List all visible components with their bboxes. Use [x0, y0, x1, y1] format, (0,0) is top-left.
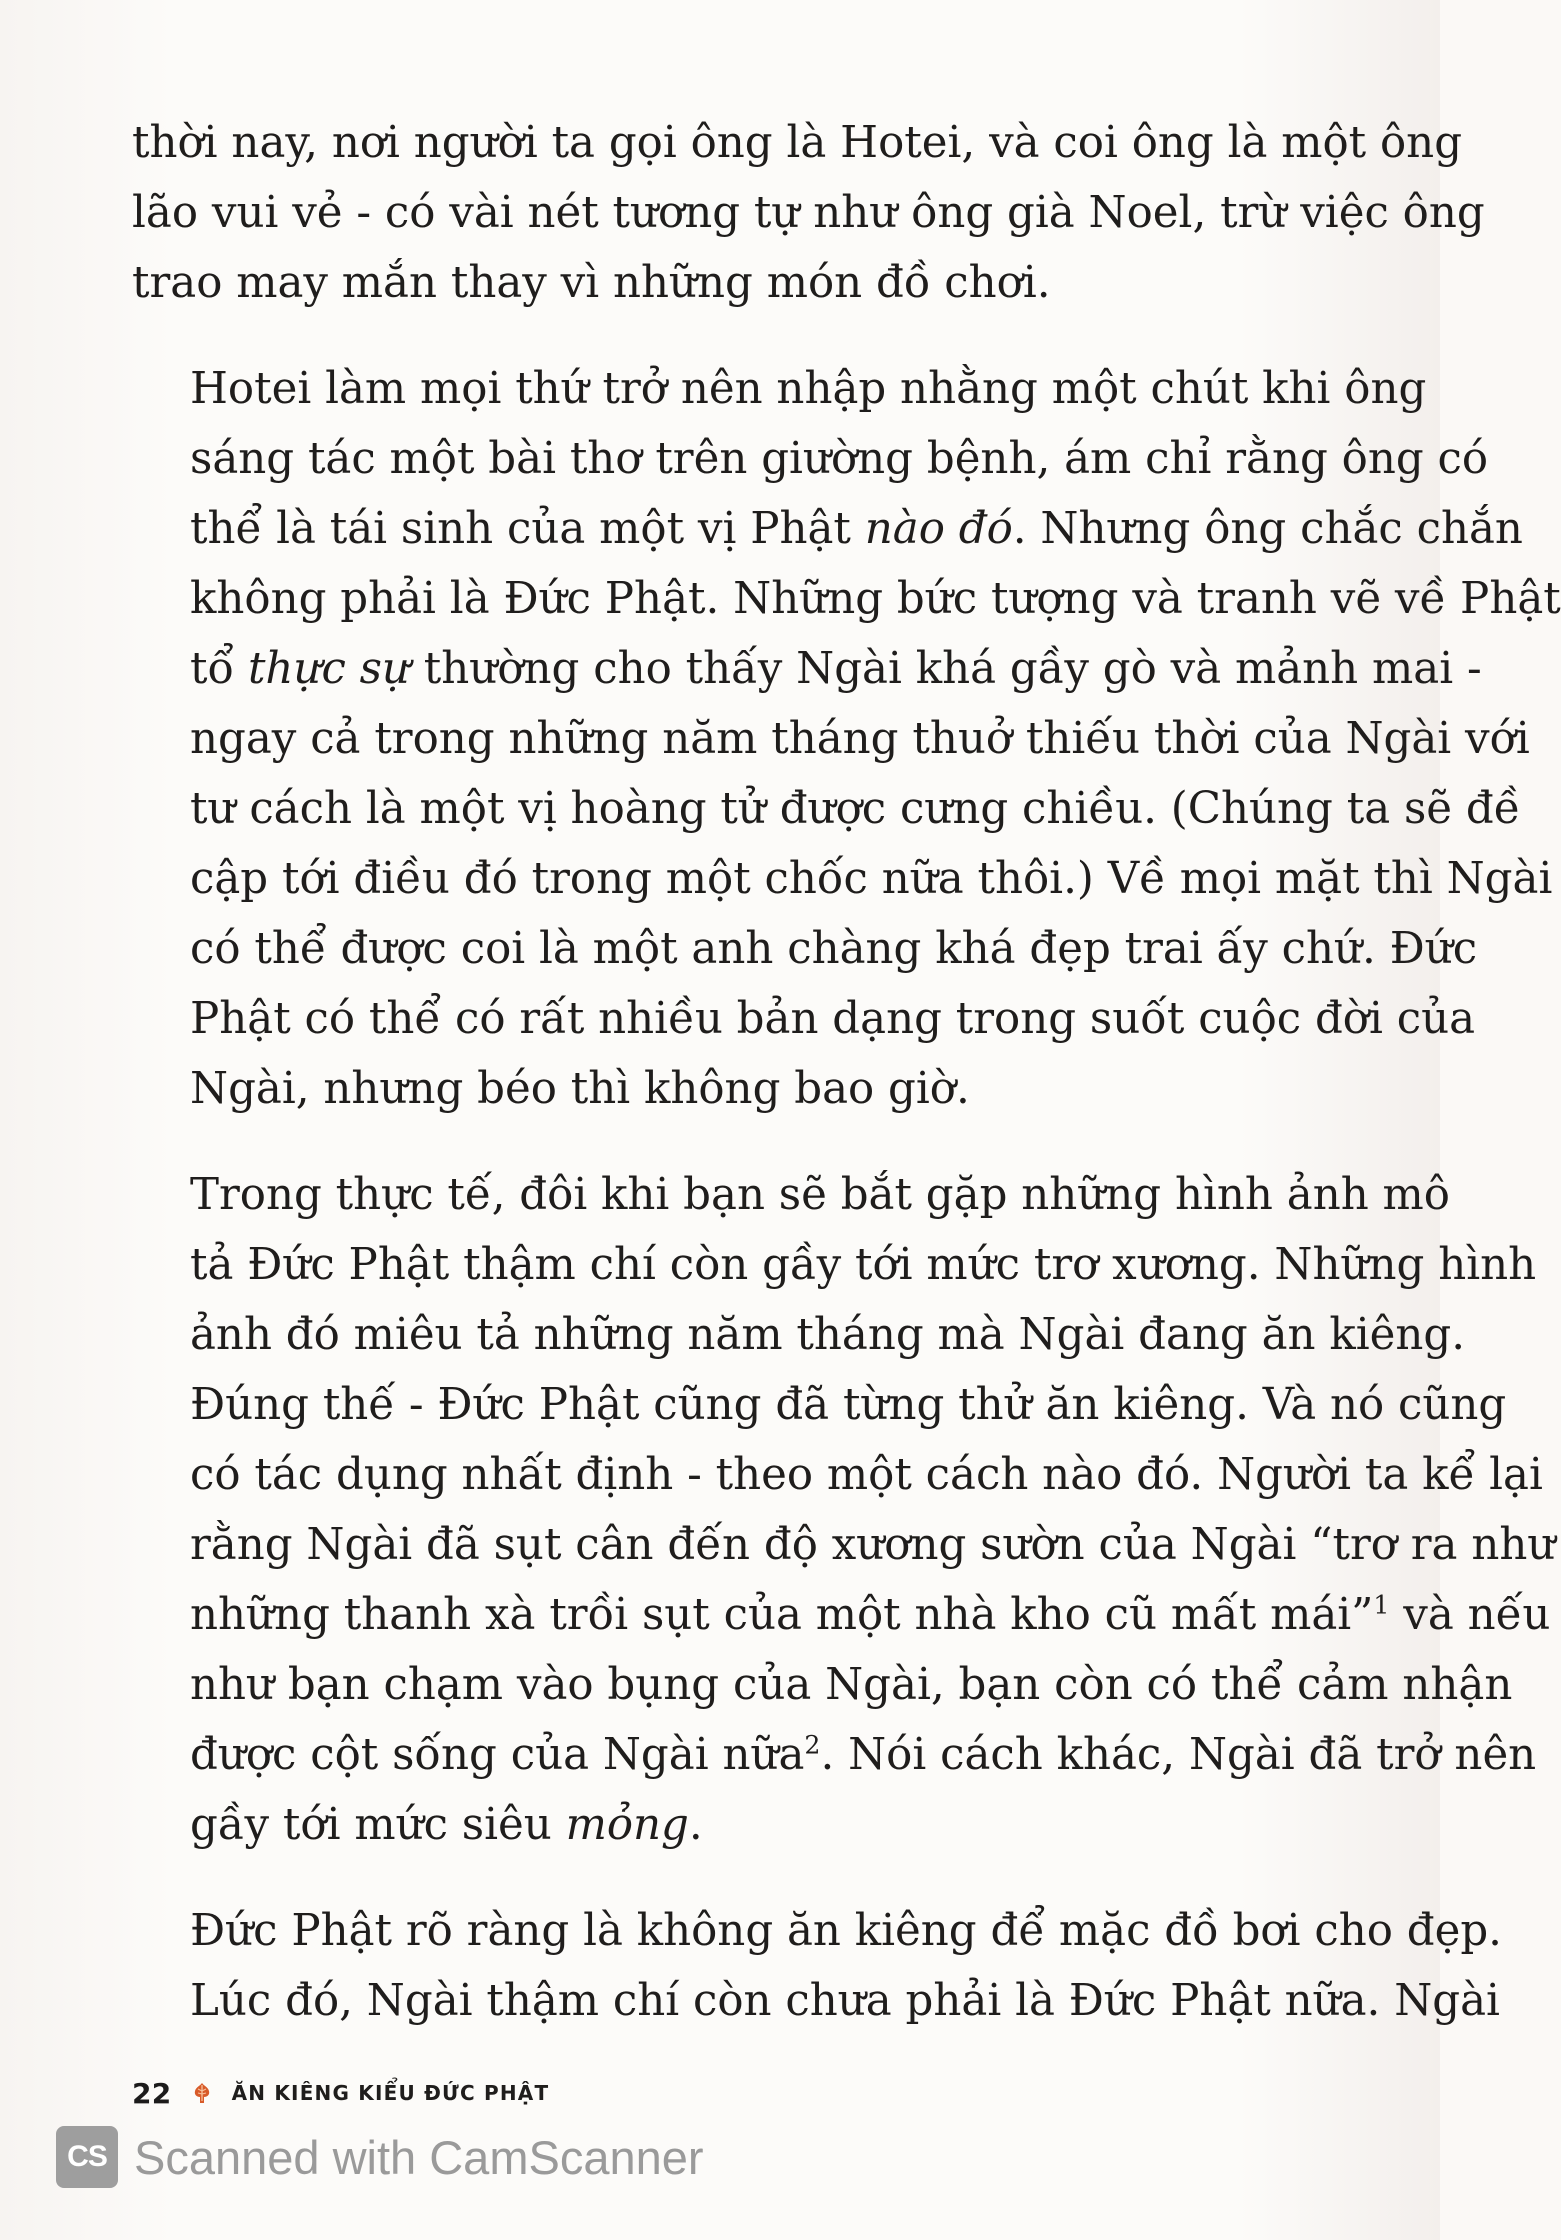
paragraph-2-line-5-before: tổ [190, 644, 248, 694]
paragraph-3-line-9-after: . Nói cách khác, Ngài đã trở nên [820, 1730, 1537, 1780]
footnote-marker-2: 2 [804, 1730, 821, 1760]
paragraph-3-line-10 [132, 1790, 1290, 1860]
camscanner-logo-icon: CS [56, 2126, 118, 2188]
camscanner-watermark [56, 2126, 704, 2188]
paragraph-3-line-9 [132, 1720, 1537, 1790]
paragraph-3-line-8: như bạn chạm vào bụng của Ngài, bạn còn có thể cảm nhận [190, 1660, 1513, 1710]
paragraph-3-line-3: ảnh đó miêu tả những năm tháng mà Ngài đang ăn kiêng. [190, 1310, 1466, 1360]
scanner-label: Scanned with CamScanner [134, 2130, 704, 2184]
book-title: ĂN KIÊNG KIỂU ĐỨC PHẬT [231, 2081, 550, 2105]
paragraph-1-line-3: trao may mắn thay vì những món đồ chơi. [132, 258, 1051, 308]
paragraph-2-line-11: Ngài, nhưng béo thì không bao giờ. [190, 1064, 970, 1114]
italic-word-mong: mỏng [565, 1800, 689, 1850]
paragraph-2-line-7: tư cách là một vị hoàng tử được cưng chiều. (Chúng ta sẽ đề [190, 784, 1521, 834]
paragraph-2-line-5-after: thường cho thấy Ngài khá gầy gò và mảnh mai - [409, 644, 1482, 694]
paragraph-3-line-2: tả Đức Phật thậm chí còn gầy tới mức trơ xương. Những hình [190, 1240, 1537, 1290]
body-text [132, 108, 1561, 2036]
paragraph-3-line-1: Trong thực tế, đôi khi bạn sẽ bắt gặp những hình ảnh mô [190, 1170, 1450, 1220]
italic-phrase-thuc-su: thực sự [247, 644, 410, 694]
paragraph-3-line-6: rằng Ngài đã sụt cân đến độ xương sườn của Ngài “trơ ra như [190, 1520, 1556, 1570]
paragraph-4-line-2: Lúc đó, Ngài thậm chí còn chưa phải là Đức Phật nữa. Ngài [190, 1976, 1500, 2026]
paragraph-2-line-3-before: thể là tái sinh của một vị Phật [190, 504, 865, 554]
paragraph-3-line-4: Đúng thế - Đức Phật cũng đã từng thử ăn kiêng. Và nó cũng [190, 1380, 1507, 1430]
paragraph-1-line-2: lão vui vẻ - có vài nét tương tự như ông già Noel, trừ việc ông [132, 188, 1485, 238]
paragraph-2-line-4: không phải là Đức Phật. Những bức tượng và tranh vẽ về Phật [190, 574, 1561, 624]
paragraph-2-line-3-after: . Nhưng ông chắc chắn [1012, 504, 1523, 554]
paragraph-2-line-6: ngay cả trong những năm tháng thuở thiếu thời của Ngài với [190, 714, 1530, 764]
paragraph-3-line-7 [132, 1580, 1551, 1650]
paragraph-2-line-2: sáng tác một bài thơ trên giường bệnh, ám chỉ rằng ông có [190, 434, 1489, 484]
page-footer [132, 2076, 549, 2110]
paragraph-2-line-10: Phật có thể có rất nhiều bản dạng trong suốt cuộc đời của [190, 994, 1476, 1044]
paragraph-4-line-1: Đức Phật rõ ràng là không ăn kiêng để mặc đồ bơi cho đẹp. [190, 1906, 1503, 1956]
paragraph-2 [132, 354, 1561, 1124]
paragraph-2-line-8: cập tới điều đó trong một chốc nữa thôi.) Về mọi mặt thì Ngài [190, 854, 1553, 904]
leaf-icon [190, 2081, 214, 2105]
page-number: 22 [132, 2076, 172, 2110]
paragraph-3-line-9-before: được cột sống của Ngài nữa [190, 1730, 805, 1780]
paragraph-1-line-1: thời nay, nơi người ta gọi ông là Hotei, và coi ông là một ông [132, 118, 1463, 168]
paragraph-3-line-5: có tác dụng nhất định - theo một cách nào đó. Người ta kể lại [190, 1450, 1543, 1500]
paragraph-3-line-7-after: và nếu [1389, 1590, 1551, 1640]
paragraph-1 [132, 108, 1485, 318]
paragraph-2-line-9: có thể được coi là một anh chàng khá đẹp trai ấy chứ. Đức [190, 924, 1478, 974]
paragraph-4 [132, 1896, 1503, 2036]
paragraph-3 [132, 1160, 1556, 1860]
paragraph-2-line-1: Hotei làm mọi thứ trở nên nhập nhằng một chút khi ông [190, 364, 1427, 414]
paragraph-2-line-5 [132, 634, 1482, 704]
paragraph-3-line-7-before: những thanh xà trồi sụt của một nhà kho cũ mất mái” [190, 1590, 1374, 1640]
paragraph-3-line-10-after: . [688, 1800, 703, 1850]
paragraph-3-line-10-before: gầy tới mức siêu [190, 1800, 566, 1850]
footnote-marker-1: 1 [1373, 1590, 1390, 1620]
paragraph-2-line-3 [132, 494, 1523, 564]
italic-phrase-nao-do: nào đó [864, 504, 1013, 554]
